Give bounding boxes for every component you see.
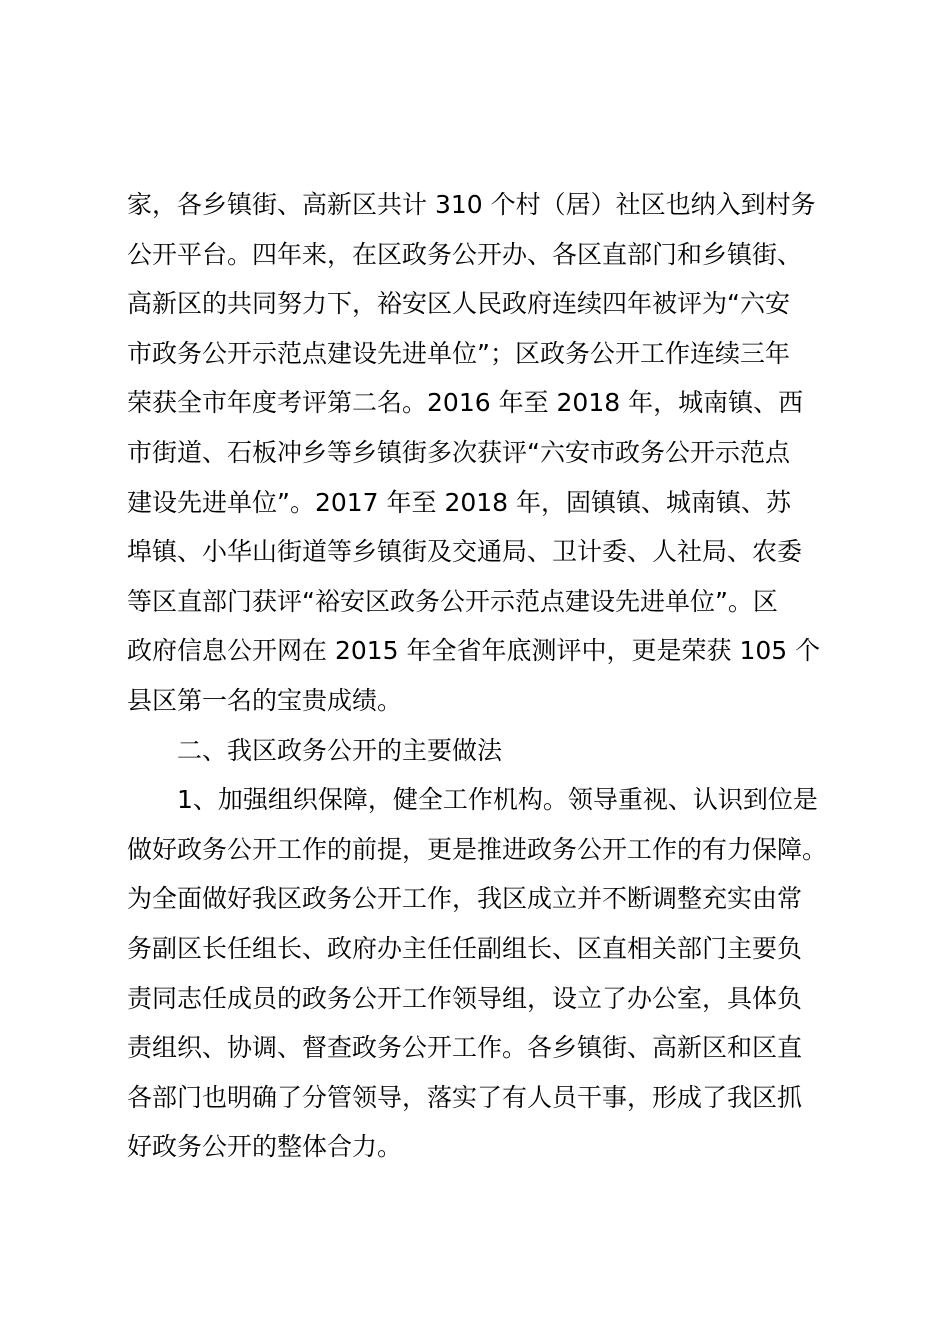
paragraph-line: 市街道、石板冲乡等乡镇街多次获评“六安市政务公开示范点 <box>127 437 790 467</box>
paragraph-line: 各部门也明确了分管领导，落实了有人员干事，形成了我区抓 <box>127 1082 803 1112</box>
paragraph-line: 县区第一名的宝贵成绩。 <box>127 685 403 715</box>
paragraph-line: 做好政务公开工作的前提，更是推进政务公开工作的有力保障。 <box>127 834 828 864</box>
paragraph-line: 务副区长任组长、政府办主任任副组长、区直相关部门主要负 <box>127 933 803 963</box>
paragraph-line: 建设先进单位”。2017 年至 2018 年，固镇镇、城南镇、苏 <box>127 487 792 517</box>
paragraph-line: 荣获全市年度考评第二名。2016 年至 2018 年，城南镇、西 <box>127 388 804 418</box>
paragraph-line: 好政务公开的整体合力。 <box>127 1132 403 1162</box>
document-body <box>127 180 837 1172</box>
paragraph-line: 政府信息公开网在 2015 年全省年底测评中，更是荣获 105 个 <box>127 636 821 666</box>
paragraph-line: 等区直部门获评“裕安区政务公开示范点建设先进单位”。区 <box>127 586 778 616</box>
paragraph-line: 家，各乡镇街、高新区共计 310 个村（居）社区也纳入到村务 <box>127 190 816 219</box>
paragraph-line: 市政务公开示范点建设先进单位”；区政务公开工作连续三年 <box>127 338 790 368</box>
paragraph-line: 责同志任成员的政务公开工作领导组，设立了办公室，具体负 <box>127 983 803 1013</box>
section-heading: 二、我区政务公开的主要做法 <box>177 735 503 765</box>
paragraph-line: 责组织、协调、督查政务公开工作。各乡镇街、高新区和区直 <box>127 1033 803 1063</box>
paragraph-line: 1、加强组织保障，健全工作机构。领导重视、认识到位是 <box>177 785 818 815</box>
paragraph-line: 埠镇、小华山街道等乡镇街及交通局、卫计委、人社局、农委 <box>127 537 803 567</box>
paragraph-line: 为全面做好我区政务公开工作，我区成立并不断调整充实由常 <box>127 884 803 914</box>
paragraph-line: 公开平台。四年来，在区政务公开办、各区直部门和乡镇街、 <box>127 239 803 269</box>
paragraph-line: 高新区的共同努力下，裕安区人民政府连续四年被评为“六安 <box>127 289 790 319</box>
